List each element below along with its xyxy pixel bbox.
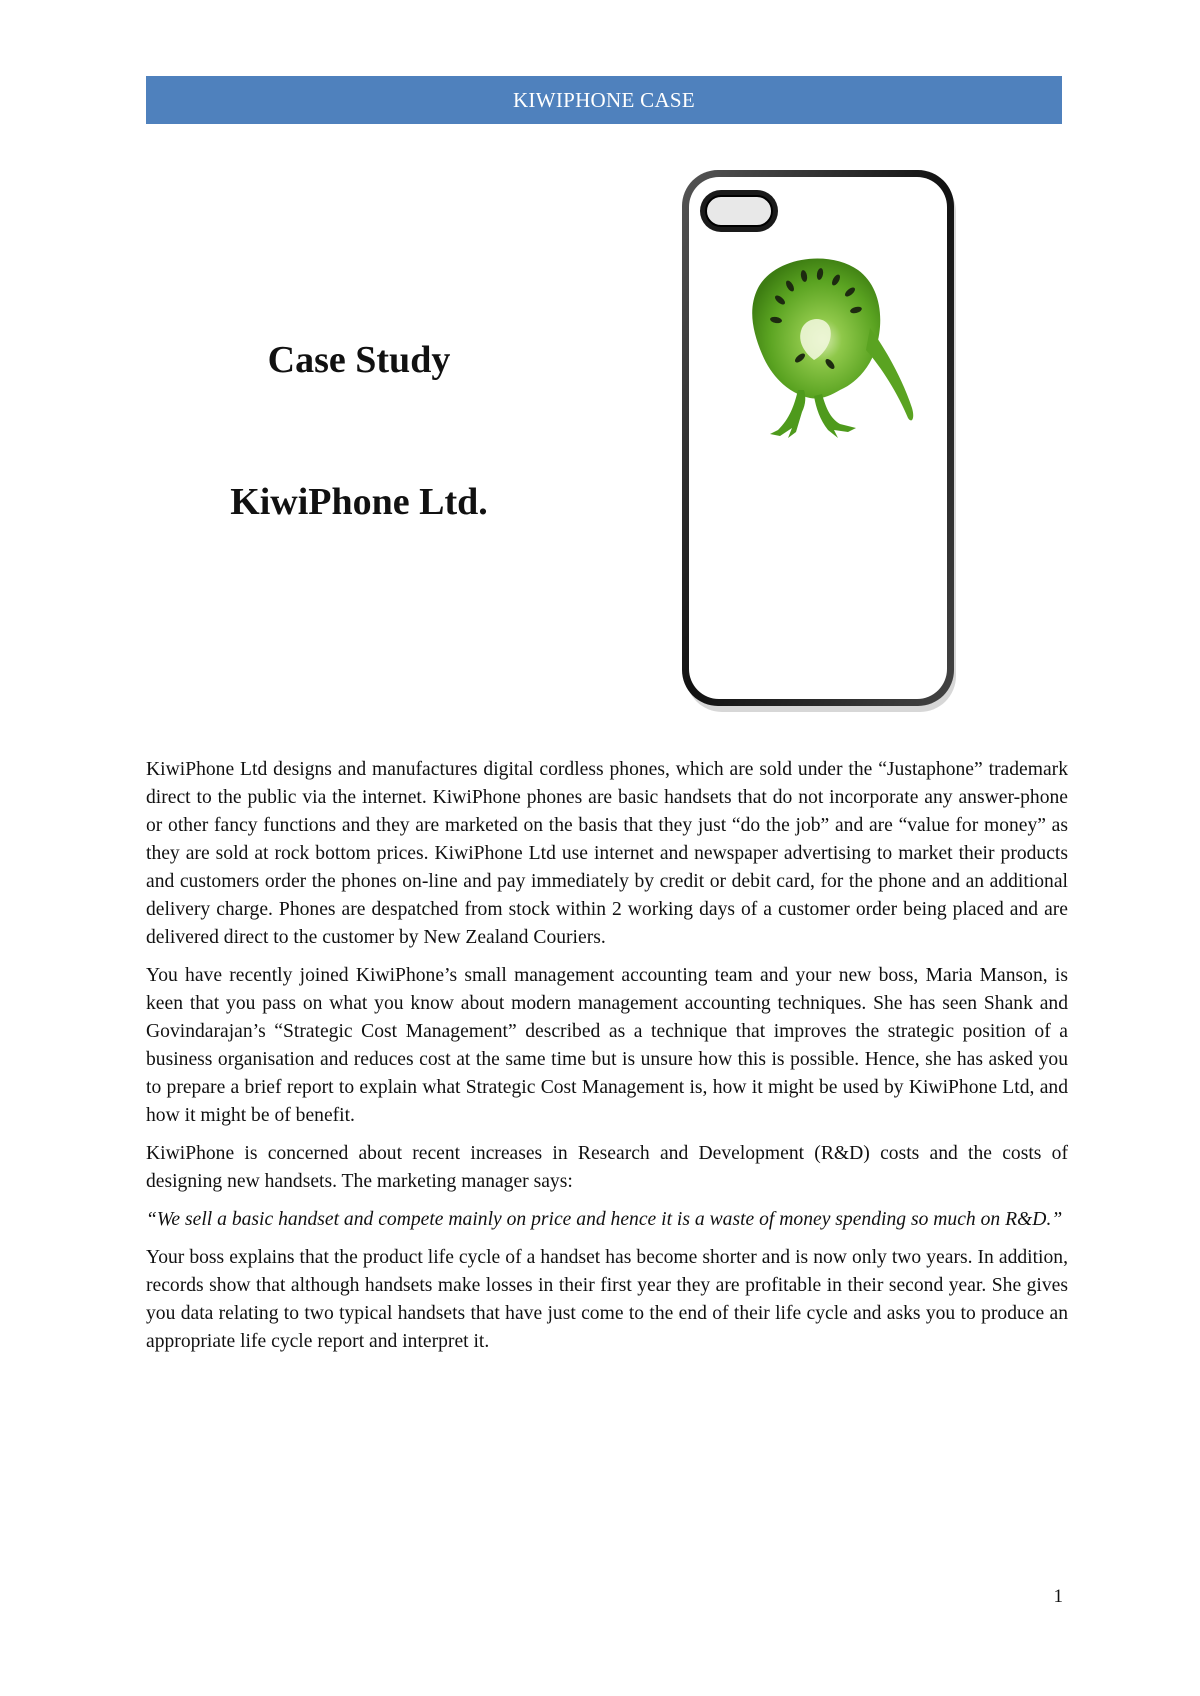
header-bar	[146, 76, 1062, 124]
paragraph-rnd: KiwiPhone is concerned about recent increases in Research and Development (R&D) costs and the costs of designing new handsets. The marketing manager says:	[146, 1143, 1068, 1192]
case-body	[146, 756, 1068, 1366]
case-study-title: Case Study	[267, 339, 451, 381]
paragraph-scm: You have recently joined KiwiPhone’s small management accounting team and your new boss, Maria Manson, is keen that you pass on what you know about modern management accounting techniques. She has seen Shank and Govindarajan’s “Strategic Cost Management” described as a technique that improves the strategic position of a business organisation and reduces cost at the same time but is unsure how this is possible. Hence, she has asked you to prepare a brief report to explain what Strategic Cost Management is, how it might be used by KiwiPhone Ltd, and how it might be of benefit.	[146, 965, 1068, 1126]
paragraph-life-cycle: Your boss explains that the product life cycle of a handset has become shorter and is now only two years. In addition, records show that although handsets make losses in their first year they are profitable in their second year. She gives you data relating to two typical handsets that have just come to the end of their life cycle and asks you to produce an appropriate life cycle report and interpret it.	[146, 1247, 1068, 1352]
header-title: KIWIPHONE CASE	[512, 87, 696, 112]
marketing-quote: “We sell a basic handset and compete mainly on price and hence it is a waste of money spending so much on R&D.”	[146, 1209, 1063, 1230]
paragraph-intro: KiwiPhone Ltd designs and manufactures digital cordless phones, which are sold under the “Justaphone” trademark direct to the public via the internet. KiwiPhone phones are basic handsets that do not incorporate any answer-phone or other fancy functions and they are marketed on the basis that they just “do the job” and are “value for money” as they are sold at rock bottom prices. KiwiPhone Ltd use internet and newspaper advertising to market their products and customers order the phones on-line and pay immediately by credit or debit card, for the phone and an additional delivery charge. Phones are despatched from stock within 2 working days of a customer order being placed and are delivered direct to the customer by New Zealand Couriers.	[146, 759, 1068, 948]
page-number: 1	[1053, 1586, 1063, 1607]
company-title: KiwiPhone Ltd.	[230, 481, 488, 523]
kiwi-phone-case-image	[680, 168, 962, 716]
kiwi-bird-icon	[680, 168, 962, 716]
